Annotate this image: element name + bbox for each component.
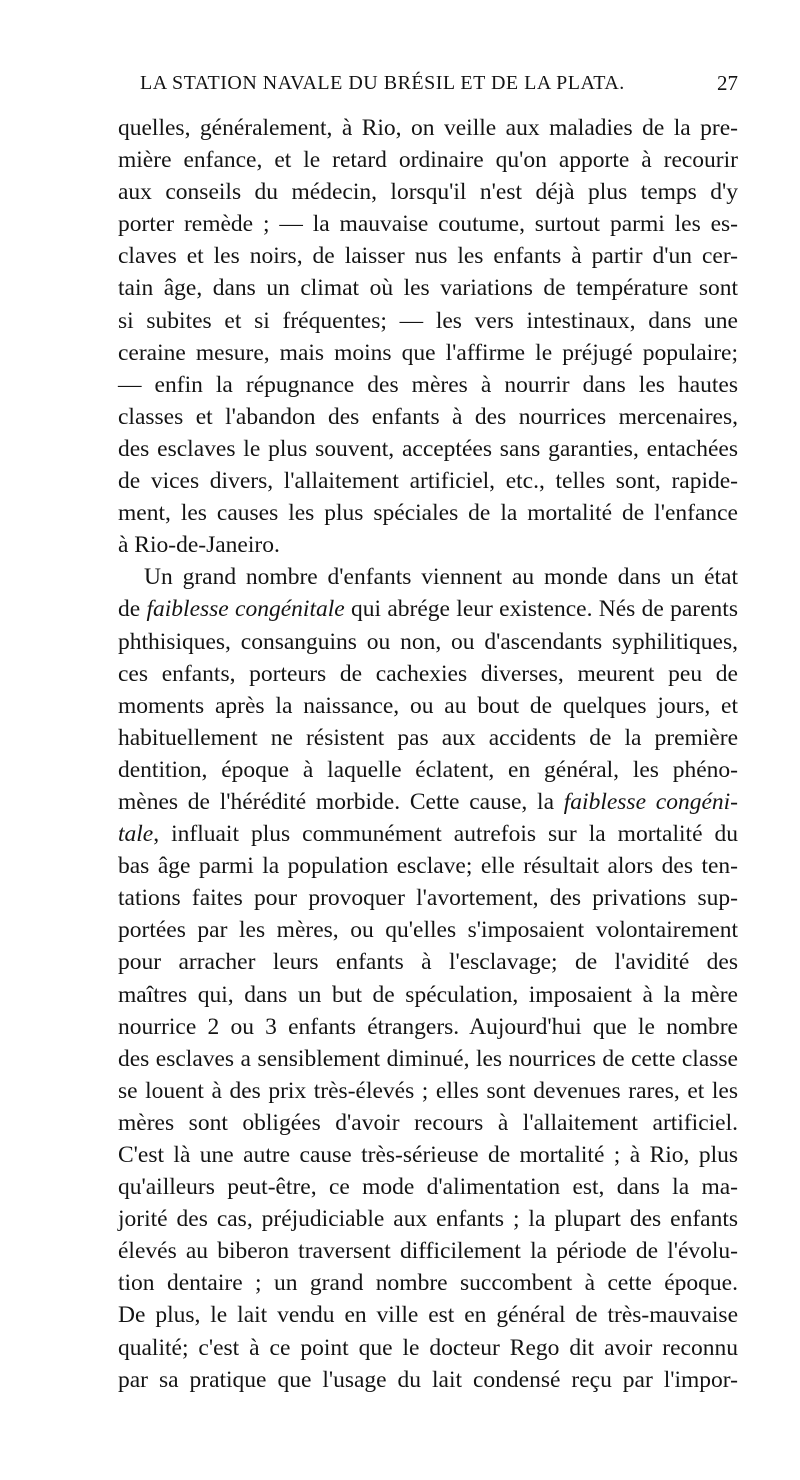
text-line: par sa pratique que l'usage du lait condensé reçu par l'impor- — [118, 1366, 738, 1393]
text-run: qui abrége leur existence. Nés de parents — [344, 596, 738, 623]
italic-emphasis: faiblesse congénitale — [146, 596, 345, 623]
paragraph-first-line: Un grand nombre d'enfants viennent au monde dans un état — [144, 564, 738, 591]
text-run: de — [118, 596, 147, 623]
text-line: phthisiques, consanguins ou non, ou d'ascendants syphilitiques, — [118, 628, 738, 655]
text-run: mènes de l'hérédité morbide. Cette cause, la — [118, 788, 564, 815]
text-line: aux conseils du médecin, lorsqu'il n'est déjà plus temps d'y — [118, 179, 738, 206]
text-line: se louent à des prix très-élevés ; elles sont devenues rares, et les — [118, 1077, 738, 1104]
text-line: tations faites pour provoquer l'avortement, des privations sup- — [118, 885, 738, 912]
text-line: classes et l'abandon des enfants à des nourrices mercenaires, — [118, 403, 738, 430]
text-line: dentition, époque à laquelle éclatent, en général, les phéno- — [118, 756, 738, 783]
text-line: De plus, le lait vendu en ville est en général de très-mauvaise — [118, 1302, 738, 1329]
text-line: bas âge parmi la population esclave; elle résultait alors des ten- — [118, 853, 738, 880]
text-line-with-emphasis — [118, 786, 738, 818]
text-line: jorité des cas, préjudiciable aux enfants ; la plupart des enfants — [118, 1206, 738, 1233]
running-head — [118, 68, 738, 98]
text-line: des esclaves a sensiblement diminué, les nourrices de cette classe — [118, 1045, 738, 1072]
text-line: moments après la naissance, ou au bout de quelques jours, et — [118, 692, 738, 719]
text-line: mière enfance, et le retard ordinaire qu'on apporte à recourir — [118, 147, 738, 174]
text-line: ces enfants, porteurs de cachexies diverses, meurent peu de — [118, 660, 738, 687]
text-line: quelles, généralement, à Rio, on veille aux maladies de la pre- — [118, 115, 738, 141]
text-line: qualité; c'est à ce point que le docteur Rego dit avoir reconnu — [118, 1334, 738, 1361]
text-line: maîtres qui, dans un but de spéculation, imposaient à la mère — [118, 981, 738, 1008]
text-line: habituellement ne résistent pas aux accidents de la première — [118, 724, 738, 751]
text-line: de vices divers, l'allaitement artificiel, etc., telles sont, rapide- — [118, 468, 738, 495]
text-line: tion dentaire ; un grand nombre succombent à cette époque. — [118, 1270, 738, 1297]
text-line: portées par les mères, ou qu'elles s'imposaient volontairement — [118, 917, 738, 944]
text-line: ceraine mesure, mais moins que l'affirme le préjugé populaire; — [118, 339, 738, 366]
text-line: tain âge, dans un climat où les variations de température sont — [118, 275, 738, 302]
text-line: pour arracher leurs enfants à l'esclavage; de l'avidité des — [118, 949, 738, 976]
text-line: nourrice 2 ou 3 enfants étrangers. Aujourd'hui que le nombre — [118, 1013, 738, 1040]
paragraph-end-line: à Rio-de-Janeiro. — [118, 532, 280, 559]
italic-emphasis: tale — [118, 821, 154, 848]
text-line: qu'ailleurs peut-être, ce mode d'alimentation est, dans la ma- — [118, 1174, 738, 1201]
text-line-with-emphasis — [118, 593, 738, 625]
text-line: si subites et si fréquentes; — les vers intestinaux, dans une — [118, 307, 738, 334]
text-line-with-emphasis — [118, 818, 738, 850]
body-text — [118, 112, 738, 1396]
text-run: , influait plus communément autrefois sur la mortalité du — [153, 821, 738, 848]
text-line: porter remède ; — la mauvaise coutume, surtout parmi les es- — [118, 211, 738, 238]
text-line: C'est là une autre cause très-sérieuse de mortalité ; à Rio, plus — [118, 1142, 738, 1168]
text-line: claves et les noirs, de laisser nus les enfants à partir d'un cer- — [118, 243, 738, 270]
running-title: LA STATION NAVALE DU BRÉSIL ET DE LA PLATA. — [140, 72, 625, 94]
text-line: ment, les causes les plus spéciales de la mortalité de l'enfance — [118, 500, 738, 527]
text-line: mères sont obligées d'avoir recours à l'allaitement artificiel. — [118, 1109, 738, 1136]
text-line: élevés au biberon traversent difficilement la période de l'évolu- — [118, 1238, 738, 1265]
italic-emphasis: faiblesse congéni- — [563, 788, 738, 815]
text-line: — enfin la répugnance des mères à nourrir dans les hautes — [118, 371, 738, 398]
page-number: 27 — [717, 71, 738, 95]
text-line: des esclaves le plus souvent, acceptées sans garanties, entachées — [118, 435, 738, 462]
